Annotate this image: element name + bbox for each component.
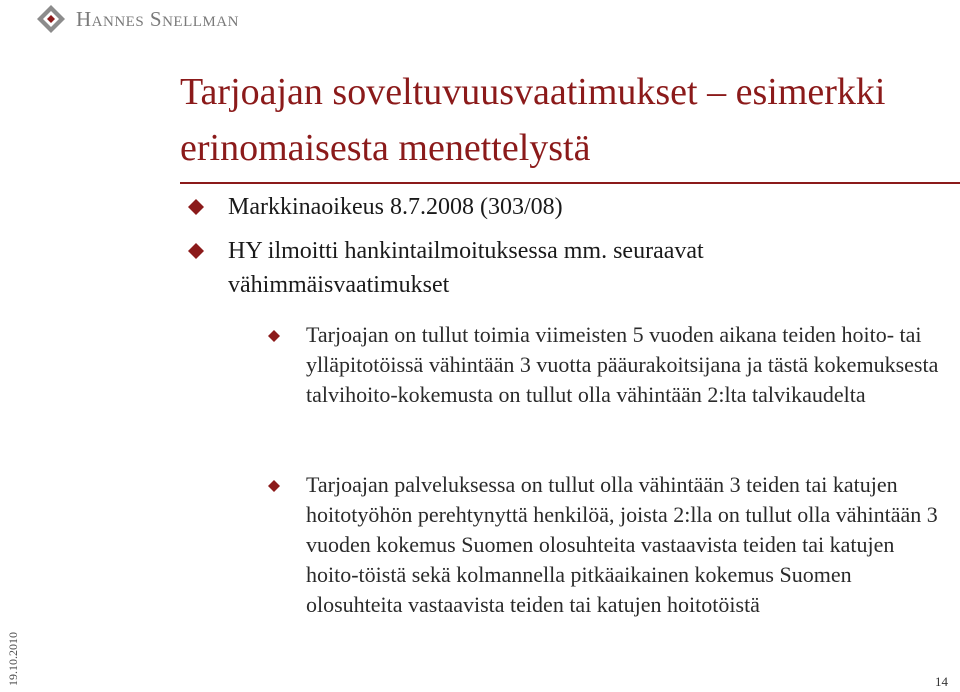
diamond-bullet-icon <box>267 479 281 493</box>
diamond-bullet-icon <box>267 329 281 343</box>
sub-bullet-item: Tarjoajan on tullut toimia viimeisten 5 vuoden aikana teiden hoito- tai ylläpitotöissä vähintään 3 vuotta pääurakoitsijana ja tästä kokemuksesta talvihoito-kokemusta on tullut olla vähintään 2:lta talvikaudelta <box>306 322 939 407</box>
logo <box>36 2 239 36</box>
diamond-bullet-icon <box>187 242 205 260</box>
page-number: 14 <box>935 674 948 689</box>
hannes-snellman-logo-icon <box>36 4 66 34</box>
bullet-item: HY ilmoitti hankintailmoituksessa mm. seuraavat vähimmäisvaatimukset <box>228 238 704 298</box>
slide-date: 19.10.2010 <box>6 632 20 686</box>
bullet-item: Markkinaoikeus 8.7.2008 (303/08) <box>228 194 563 220</box>
title-divider <box>180 182 960 184</box>
diamond-bullet-icon <box>187 198 205 216</box>
slide-title: Tarjoajan soveltuvuusvaatimukset – esimerkki erinomaisesta menettelystä <box>180 71 886 169</box>
sub-bullet-item: Tarjoajan palveluksessa on tullut olla vähintään 3 teiden tai katujen hoitotyöhön perehtynyttä henkilöä, joista 2:lla on tullut olla vähintään 3 vuoden kokemus Suomen olosuhteita vastaavista teiden tai katujen hoito-töistä sekä kolmannella pitkäaikainen kokemus Suomen olosuhteita vastaavista teiden tai katujen hoitotöistä <box>306 472 938 617</box>
logo-text: Hannes Snellman <box>76 6 239 31</box>
